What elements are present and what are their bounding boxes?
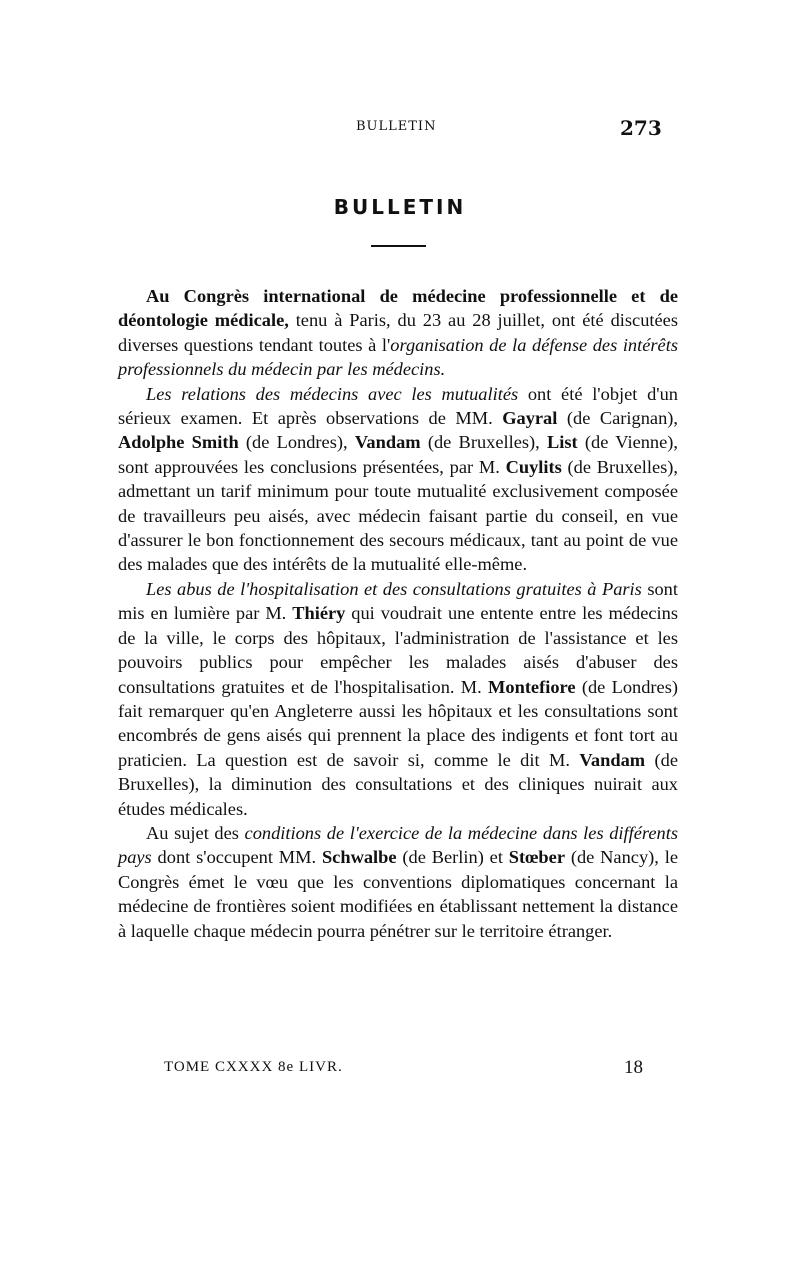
running-head bbox=[0, 116, 800, 140]
signature-mark: TOME CXXXX 8e LIVR. bbox=[164, 1059, 343, 1075]
bold-text: Thiéry bbox=[292, 603, 346, 624]
bold-text: Gayral bbox=[502, 408, 558, 429]
article-title: BULLETIN bbox=[333, 195, 467, 219]
title-rule bbox=[371, 245, 426, 247]
text-run: (de Londres) fait remarquer qu'en Angleterre aussi les hôpitaux et les consultations sont encombrés de gens aisés qui prennent la place des indigents et font tort au praticien. La question est de savoir si, comme le dit M. bbox=[118, 676, 678, 770]
italic-text: conditions de l'exercice de la médecine dans les différents pays bbox=[118, 822, 678, 868]
text-run: (de Bruxelles), admettant un tarif minimum pour toute mutualité exclusivement composée de travailleurs peu aisés, avec médecin faisant partie du conseil, en vue d'assurer le bon fonctionnement des secours médicaux, tant au point de vue des malades que des intérêts de la mutualité elle-même. bbox=[118, 456, 678, 575]
bold-text: Vandam bbox=[354, 432, 421, 453]
bold-text: Adolphe Smith bbox=[118, 432, 239, 453]
bold-text: List bbox=[547, 432, 578, 453]
bold-text: Montefiore bbox=[488, 676, 576, 697]
paragraph bbox=[118, 577, 678, 821]
italic-text: Les abus de l'hospitalisation et des consultations gratuites à Paris bbox=[146, 578, 642, 599]
bold-text: Schwalbe bbox=[321, 847, 397, 868]
text-run: dont s'occupent MM. bbox=[151, 847, 322, 868]
text-run: (de Berlin) et bbox=[396, 847, 509, 868]
text-run: tenu à Paris, du 23 au 28 juillet, ont été discutées diverses questions tendant toutes à l' bbox=[118, 310, 678, 355]
text-run: sont mis en lumière par M. bbox=[118, 578, 678, 624]
text-run: (de Vienne), sont approuvées les conclusions présentées, par M. bbox=[118, 432, 679, 477]
text-run: Au sujet des bbox=[146, 822, 245, 843]
text-run: (de Nancy), le Congrès émet le vœu que les conventions diplomatiques concernant la médecine de frontières soient modifiées en établissant nettement la distance à laquelle chaque médecin pourra pénétrer sur le territoire étranger. bbox=[118, 847, 678, 941]
page-footer bbox=[0, 1057, 800, 1083]
text-run: (de Carignan), bbox=[557, 408, 679, 429]
paragraph bbox=[118, 382, 678, 577]
sheet-number: 18 bbox=[624, 1057, 643, 1078]
bold-text: Cuylits bbox=[505, 456, 562, 477]
text-run: (de Bruxelles), la diminution des consultations et des cliniques nuirait aux études médicales. bbox=[118, 749, 678, 819]
text-run: ont été l'objet d'un sérieux examen. Et après observations de MM. bbox=[118, 383, 678, 429]
text-run: (de Londres), bbox=[238, 432, 355, 453]
text-run: qui voudrait une entente entre les médecins de la ville, le corps des hôpitaux, l'administration de l'assistance et les pouvoirs publics pour empêcher les malades aisés d'abuser des consultations gratuites et de l'hospitalisation. M. bbox=[118, 603, 678, 697]
bold-text: Stœber bbox=[508, 847, 565, 868]
running-title: BULLETIN bbox=[356, 119, 437, 134]
paragraph bbox=[118, 284, 678, 382]
page-number: 273 bbox=[620, 116, 662, 140]
italic-text: Les relations des médecins avec les mutualités bbox=[146, 383, 519, 404]
text-run: (de Bruxelles), bbox=[420, 432, 547, 453]
italic-text: organisation de la défense des intérêts professionnels du médecin par les médecins. bbox=[118, 334, 678, 380]
article-body bbox=[118, 284, 678, 943]
bold-text: Au Congrès international de médecine professionnelle et de déontologie médicale, bbox=[118, 286, 678, 331]
bold-text: Vandam bbox=[579, 749, 646, 770]
paragraph bbox=[118, 821, 678, 943]
